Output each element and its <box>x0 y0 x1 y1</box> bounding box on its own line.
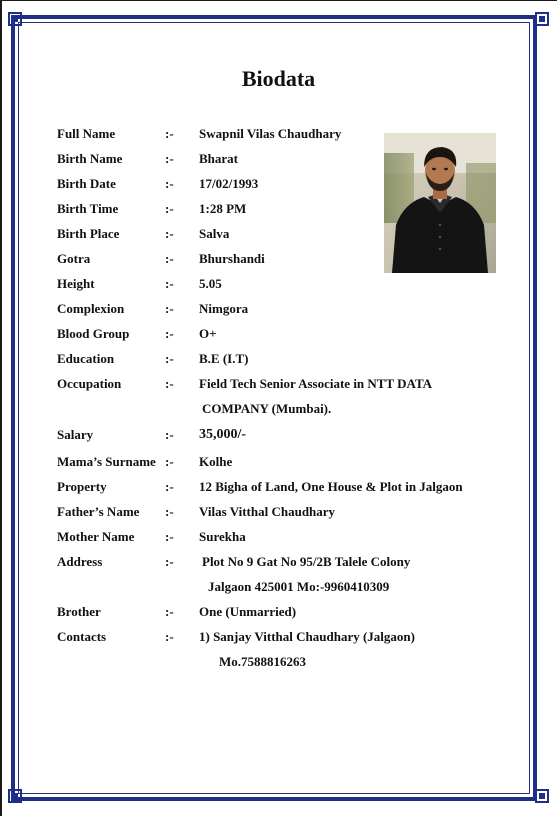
field-label: Property <box>57 479 107 494</box>
field-separator: :- <box>165 351 174 366</box>
field-label: Occupation <box>57 376 122 391</box>
field-value: Surekha <box>199 529 246 544</box>
field-label: Complexion <box>57 301 125 316</box>
field-value: Salva <box>199 226 230 241</box>
field-occupation-continued: COMPANY (Mumbai). <box>202 401 332 416</box>
field-value: 5.05 <box>199 276 222 291</box>
field-value: One (Unmarried) <box>199 604 297 619</box>
field-value: Nimgora <box>199 301 249 316</box>
field-value: Swapnil Vilas Chaudhary <box>199 126 342 141</box>
field-label: Blood Group <box>57 326 130 341</box>
field-label: Education <box>57 351 115 366</box>
field-label: Father’s Name <box>57 504 140 519</box>
field-separator: :- <box>165 151 174 166</box>
field-separator: :- <box>165 251 174 266</box>
field-value: 35,000/- <box>199 427 247 442</box>
page-title: Biodata <box>241 66 316 91</box>
field-address-continued: Jalgaon 425001 Mo:-9960410309 <box>208 579 390 594</box>
field-label: Mama’s Surname <box>57 454 156 469</box>
corner-ornament-top-left <box>8 12 22 26</box>
field-value: Bharat <box>199 151 238 166</box>
field-separator: :- <box>165 226 174 241</box>
field-label: Birth Name <box>57 151 123 166</box>
field-value: Bhurshandi <box>199 251 265 266</box>
field-value: B.E (I.T) <box>199 351 249 366</box>
field-separator: :- <box>165 376 174 391</box>
field-label: Birth Date <box>57 176 116 191</box>
field-label: Full Name <box>57 126 116 141</box>
field-contacts-continued: Mo.7588816263 <box>219 654 307 669</box>
field-label: Birth Place <box>57 226 120 241</box>
field-separator: :- <box>165 629 174 644</box>
field-value: 17/02/1993 <box>199 176 259 191</box>
field-separator: :- <box>165 276 174 291</box>
field-label: Gotra <box>57 251 91 266</box>
field-value: Vilas Vitthal Chaudhary <box>199 504 336 519</box>
corner-ornament-bottom-right <box>535 789 549 803</box>
field-separator: :- <box>165 479 174 494</box>
field-label: Birth Time <box>57 201 119 216</box>
field-label: Height <box>57 276 95 291</box>
field-label: Mother Name <box>57 529 135 544</box>
field-value: 1) Sanjay Vitthal Chaudhary (Jalgaon) <box>199 629 415 644</box>
field-value: Field Tech Senior Associate in NTT DATA <box>199 376 433 391</box>
field-value: 1:28 PM <box>199 201 247 216</box>
field-separator: :- <box>165 454 174 469</box>
corner-ornament-bottom-left <box>8 789 22 803</box>
field-separator: :- <box>165 529 174 544</box>
field-value: Kolhe <box>199 454 233 469</box>
field-value: O+ <box>199 326 217 341</box>
field-value: 12 Bigha of Land, One House & Plot in Jalgaon <box>199 479 463 494</box>
field-separator: :- <box>165 176 174 191</box>
field-separator: :- <box>165 301 174 316</box>
field-separator: :- <box>165 126 174 141</box>
corner-ornament-top-right <box>535 12 549 26</box>
field-separator: :- <box>165 554 174 569</box>
field-value: Plot No 9 Gat No 95/2B Talele Colony <box>202 554 411 569</box>
field-label: Salary <box>57 427 94 442</box>
page-edge-top <box>0 0 557 1</box>
field-label: Contacts <box>57 629 107 644</box>
page-edge-left <box>0 0 2 816</box>
field-separator: :- <box>165 427 174 442</box>
field-label: Address <box>57 554 103 569</box>
field-label: Brother <box>57 604 101 619</box>
profile-photo <box>384 133 496 273</box>
field-separator: :- <box>165 326 174 341</box>
field-separator: :- <box>165 201 174 216</box>
field-separator: :- <box>165 504 174 519</box>
field-separator: :- <box>165 604 174 619</box>
